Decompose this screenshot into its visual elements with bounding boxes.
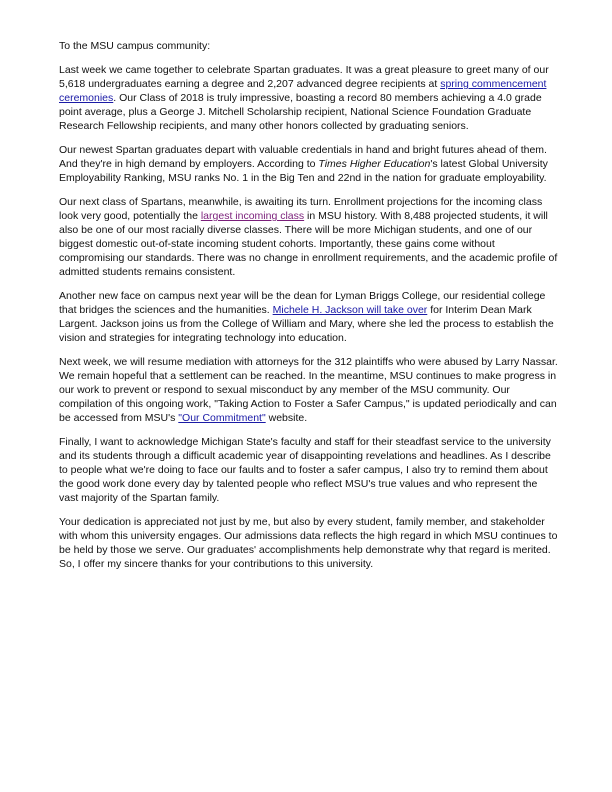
paragraph-commencement: [59, 63, 559, 133]
paragraph-text: Last week we came together to celebrate Spartan graduates. It was a great pleasure to greet many of our 5,618 undergraduates earning a degree and 2,207 advanced degree recipients at: [59, 64, 549, 90]
paragraph-text: website.: [265, 412, 308, 424]
paragraph-faculty-staff: Finally, I want to acknowledge Michigan State's faculty and staff for their steadfast service to the university and its students through a difficult academic year of disappointing revelations and headlines. As I describe to people what we're doing to face our faults and to foster a safer campus, I also try to remind them about the good work done every day by talented people who reflect MSU's true values and who represent the vast majority of the Spartan family.: [59, 436, 551, 504]
paragraph-text: Our newest Spartan graduates depart with valuable credentials in hand and bright futures ahead of them. And they're in high demand by employers. According to: [59, 144, 547, 170]
paragraph-mediation: [59, 355, 559, 425]
paragraph-text: for Interim Dean Mark Largent. Jackson joins us from the College of William and Mary, where she led the process to establish the vision and strategies for integrating technology into education.: [59, 304, 554, 344]
paragraph-incoming-class: [59, 195, 559, 279]
paragraph-text: Next week, we will resume mediation with attorneys for the 312 plaintiffs who were abused by Larry Nassar. We remain hopeful that a settlement can be reached. In the meantime, MSU continues to make progress in our work to prevent or respond to sexual misconduct by any member of the MSU community. Our compilation of this ongoing work, "Taking Action to Foster a Safer Campus," is updated periodically and can be accessed from MSU's: [59, 356, 558, 424]
paragraph-closing: Your dedication is appreciated not just by me, but also by every student, family member, and stakeholder with whom this university engages. Our admissions data reflects the high regard in which MSU continues to be held by those we serve. Our graduates' accomplishments help demonstrate why that regard is merited. So, I offer my sincere thanks for your contributions to this university.: [59, 516, 558, 570]
paragraph-new-dean: [59, 289, 559, 345]
paragraph-text: Our next class of Spartans, meanwhile, is awaiting its turn. Enrollment projections for the incoming class look very good, potentially the: [59, 196, 543, 222]
paragraph-text: . Our Class of 2018 is truly impressive, boasting a record 80 members achieving a 4.0 grade point average, plus a George J. Mitchell Scholarship recipient, National Science Foundation Graduate Research Fellowship recipients, and many other honors collected by graduating seniors.: [59, 92, 542, 132]
paragraph-text: 's latest Global University Employability Ranking, MSU ranks No. 1 in the Big Ten and 22nd in the nation for graduate employability.: [59, 158, 548, 184]
commencement-link[interactable]: spring commencement ceremonies: [59, 78, 547, 104]
our-commitment-link[interactable]: "Our Commitment": [178, 412, 266, 424]
publication-title: Times Higher Education: [318, 158, 431, 170]
letter-body: [59, 39, 559, 581]
paragraph-text: Another new face on campus next year will be the dean for Lyman Briggs College, our residential college that bridges the sciences and the humanities.: [59, 290, 546, 316]
michele-jackson-link[interactable]: Michele H. Jackson will take over: [272, 304, 428, 316]
paragraph-text: in MSU history. With 8,488 projected students, it will also be one of our most racially diverse classes. There will be more Michigan students, and one of our biggest domestic out-of-state incoming student cohorts. Importantly, these gains come without compromising our standards. There was no change in enrollment requirements, and the academic profile of admitted students remains consistent.: [59, 210, 558, 278]
paragraph-employability: [59, 143, 559, 185]
largest-incoming-class-link[interactable]: largest incoming class: [200, 210, 305, 222]
salutation: To the MSU campus community:: [59, 40, 211, 52]
